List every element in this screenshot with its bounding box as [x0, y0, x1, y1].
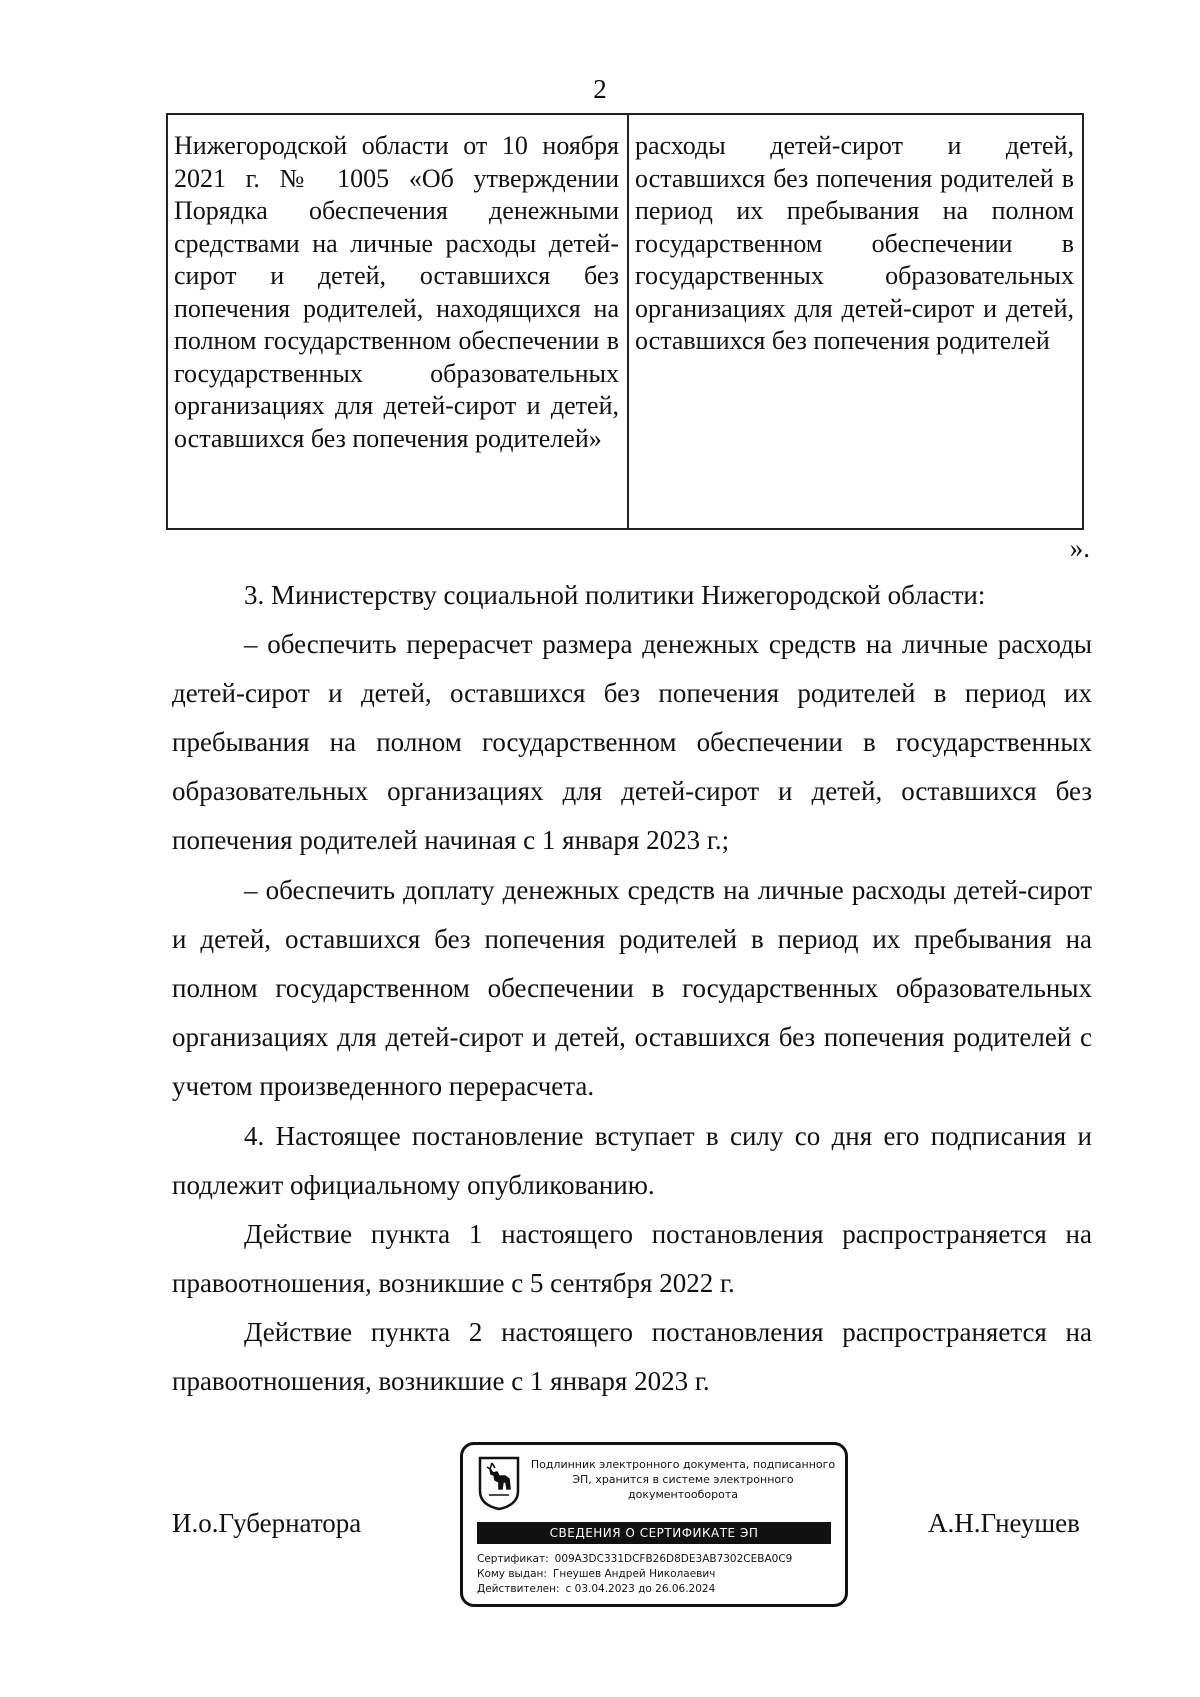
table-cell-right: расходы детей-сирот и детей, оставшихся без попечения родителей в период их пребывания на полном государственном обеспечении в государственных образовательных организациях для детей-сирот и детей, оставшихся без попечения родителей: [635, 131, 1074, 355]
stamp-issued-to-label: Кому выдан:: [477, 1568, 547, 1580]
stamp-certificate-label: Сертификат:: [477, 1553, 549, 1565]
paragraph-item-4: 4. Настоящее постановление вступает в силу со дня его подписания и подлежит официальному опубликованию.: [172, 1121, 1092, 1200]
stamp-certificate-value: 009A3DC331DCFB26D8DE3AB7302CEBA0C9: [554, 1553, 793, 1565]
paragraph-recalculation: – обеспечить перерасчет размера денежных средств на личные расходы детей-сирот и детей, оставшихся без попечения родителей в период их пребывания на полном государственном обеспечении в государственных образовательных организациях для детей-сирот и детей, оставшихся без попечения родителей начиная с 1 января 2023 г.;: [172, 629, 1092, 855]
signatory-position: И.о.Губернатора: [172, 1508, 362, 1538]
electronic-signature-stamp: [460, 1442, 848, 1607]
paragraph-surcharge: – обеспечить доплату денежных средств на личные расходы детей-сирот и детей, оставшихся без попечения родителей в период их пребывания на полном государственном обеспечении в государственных образовательных организациях для детей-сирот и детей, оставшихся без попечения родителей с учетом произведенного перерасчета.: [172, 875, 1092, 1101]
page-number: 2: [593, 74, 607, 104]
closing-quote: ».: [1069, 533, 1090, 563]
table-cell-left: Нижегородской области от 10 ноября 2021 г. № 1005 «Об утверждении Порядка обеспечения денежными средствами на личные расходы детей-сирот и детей, оставшихся без попечения родителей, находящихся на полном государственном обеспечении в государственных образовательных организациях для детей-сирот и детей, оставшихся без попечения родителей»: [168, 115, 629, 528]
stamp-issued-to-value: Гнеушев Андрей Николаевич: [552, 1568, 716, 1580]
stamp-details: [477, 1552, 792, 1597]
stamp-valid-value: с 03.04.2023 до 26.06.2024: [565, 1583, 716, 1595]
stamp-valid-row: [477, 1582, 792, 1597]
stamp-header: Подлинник электронного документа, подписанного ЭП, хранится в системе электронного документооборота: [530, 1458, 836, 1501]
paragraph-effect-item-1: Действие пункта 1 настоящего постановления распространяется на правоотношения, возникшие с 5 сентября 2022 г.: [172, 1219, 1092, 1298]
stamp-certificate-row: [477, 1552, 792, 1567]
stamp-valid-label: Действителен:: [477, 1583, 560, 1595]
paragraph-item-3: 3. Министерству социальной политики Нижегородской области:: [244, 580, 986, 610]
amendment-table: [166, 113, 1084, 530]
deer-emblem-icon: [477, 1455, 521, 1511]
paragraph-effect-item-2: Действие пункта 2 настоящего постановления распространяется на правоотношения, возникшие с 1 января 2023 г.: [172, 1317, 1092, 1396]
stamp-title-bar: СВЕДЕНИЯ О СЕРТИФИКАТЕ ЭП: [477, 1522, 831, 1544]
stamp-issued-to-row: [477, 1567, 792, 1582]
signatory-name: А.Н.Гнеушев: [928, 1508, 1080, 1538]
